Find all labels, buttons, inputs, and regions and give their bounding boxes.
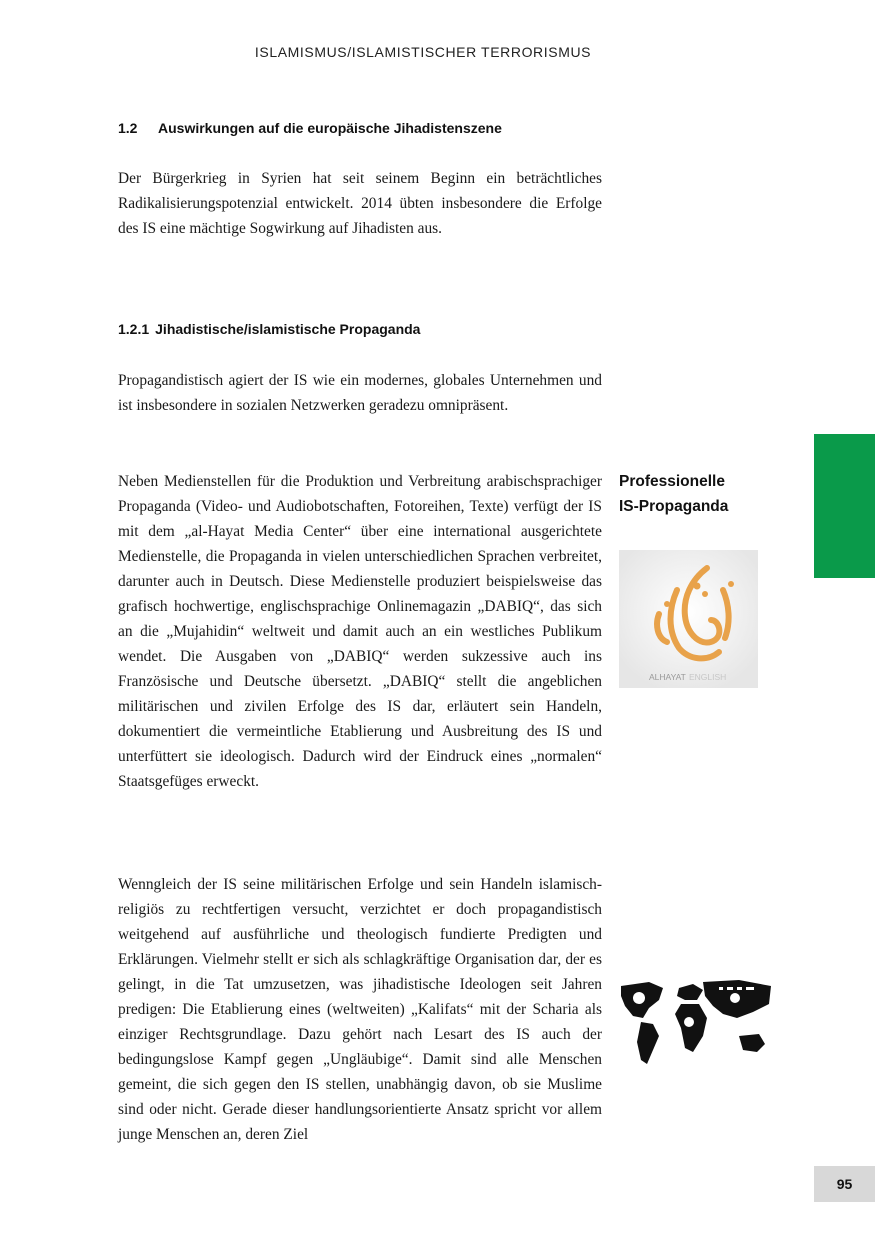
section-number: 1.2	[118, 120, 138, 136]
sidebar-title-line1: Professionelle	[619, 473, 725, 490]
world-map-image	[619, 978, 773, 1066]
logo-caption-right: ENGLISH	[689, 672, 727, 682]
paragraph-2: Neben Medienstellen für die Produktion und Verbreitung arabischsprachiger Propaganda (Video- und Audiobotschaften, Fotoreihen, Texte) verfügt der IS mit dem „al-Hayat Media Center“ über eine international ausgerichtete Medienstelle, die Propaganda in vielen unterschiedlichen Sprachen verbreitet, darunter auch in Deutsch. Diese Medienstelle produziert beispielsweise das grafisch hochwertige, englischsprachige Onlinemagazin „DABIQ“, das sich an die „Mujahidin“ weltweit und damit auch an ein westliches Publikum wendet. Die Ausgaben von „DABIQ“ werden sukzessive auch ins Französische und Deutsche übersetzt. „DABIQ“ stellt die angeblichen militärischen und zivilen Erfolge des IS dar, erläutert sein Handeln, dokumentiert die vermeintliche Etablierung und Ausbreitung des IS und unterfüttert sie ideologisch. Dadurch wird der Eindruck eines „normalen“ Staatsgefüges erweckt.	[118, 473, 602, 790]
paragraph-3: Wenngleich der IS seine militärischen Erfolge und sein Handeln islamisch-religiös zu rechtfertigen versucht, verzichtet er doch propagandistisch weitgehend auf ausführliche und theologisch fundierte Predigten und Erklärungen. Vielmehr stellt er sich als schlagkräftige Organisation dar, der es gelingt, in die Tat umzusetzen, was jihadistische Ideologen seit Jahren predigen: Die Etablierung eines (weltweiten) „Kalifats“ mit der Scharia als einziger Rechtsgrundlage. Dazu gehört nach Lesart des IS auch der bedingungslose Kampf gegen „Ungläubige“. Damit sind alle Menschen gemeint, die sich gegen den IS stellen, unabhängig davon, ob sie Muslime sind oder nicht. Gerade dieser handlungsorientierte Ansatz spricht vor allem junge Menschen an, deren Ziel	[118, 876, 602, 1143]
sidebar-title	[619, 469, 728, 519]
subsection-number: 1.2.1	[118, 321, 150, 337]
subsection-heading	[118, 321, 420, 337]
paragraph-1: Propagandistisch agiert der IS wie ein modernes, globales Unternehmen und ist insbesondere in sozialen Netzwerken geradezu omnipräsent.	[118, 372, 602, 414]
logo-caption-left: ALHAYAT	[649, 672, 686, 682]
running-head: ISLAMISMUS/ISLAMISTISCHER TERRORISMUS	[254, 44, 592, 60]
alhayat-logo-image	[619, 550, 758, 688]
section-title: Auswirkungen auf die europäische Jihadistenszene	[158, 120, 502, 136]
section-heading	[118, 120, 502, 136]
chapter-tab	[814, 434, 875, 578]
subsection-title: Jihadistische/islamistische Propaganda	[155, 321, 421, 337]
intro-paragraph: Der Bürgerkrieg in Syrien hat seit seinem Beginn ein beträchtliches Radikalisierungspotenzial entwickelt. 2014 übten insbesondere die Erfolge des IS eine mächtige Sogwirkung auf Jihadisten aus.	[118, 170, 602, 237]
page-number: 95	[814, 1166, 875, 1202]
sidebar-title-line2: IS-Propaganda	[619, 498, 729, 515]
